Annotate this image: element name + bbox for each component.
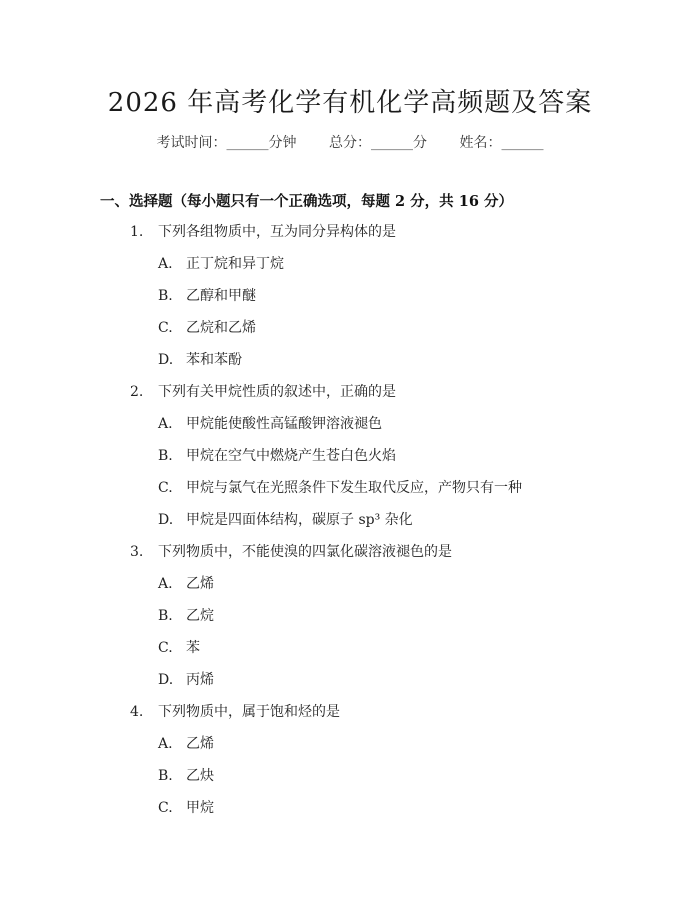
- option-label: B.: [158, 448, 173, 464]
- question-stem: [130, 542, 452, 562]
- option-item: [158, 670, 214, 690]
- option-label: C.: [158, 320, 173, 336]
- name-field: 姓名：______: [459, 135, 544, 151]
- option-item: [158, 478, 522, 498]
- option-text: 乙烷: [186, 608, 214, 624]
- option-label: A.: [158, 416, 173, 432]
- option-text: 乙烷和乙烯: [186, 320, 256, 336]
- option-item: [158, 350, 242, 370]
- question-number: 4.: [130, 704, 144, 720]
- option-label: C.: [158, 640, 173, 656]
- option-text: 苯: [186, 640, 200, 656]
- option-label: A.: [158, 736, 173, 752]
- option-label: C.: [158, 480, 173, 496]
- exam-time-field: 考试时间：______分钟: [156, 135, 297, 151]
- total-score-field: 总分：______分: [329, 135, 427, 151]
- question-number: 2.: [130, 384, 144, 400]
- option-text: 甲烷: [186, 800, 214, 816]
- option-text: 苯和苯酚: [186, 352, 242, 368]
- option-text: 甲烷能使酸性高锰酸钾溶液褪色: [186, 416, 382, 432]
- option-item: [158, 414, 382, 434]
- option-item: [158, 766, 214, 786]
- option-item: [158, 254, 284, 274]
- option-label: D.: [158, 352, 174, 368]
- question-stem: [130, 382, 396, 402]
- option-label: B.: [158, 768, 173, 784]
- option-text: 乙烯: [186, 576, 214, 592]
- option-item: [158, 510, 413, 530]
- question-stem: [130, 702, 340, 722]
- option-item: [158, 606, 214, 626]
- option-text: 甲烷在空气中燃烧产生苍白色火焰: [186, 448, 396, 464]
- option-text: 乙烯: [186, 736, 214, 752]
- question-text: 下列各组物质中，互为同分异构体的是: [158, 224, 396, 240]
- option-label: A.: [158, 256, 173, 272]
- option-label: C.: [158, 800, 173, 816]
- option-item: [158, 446, 396, 466]
- question-text: 下列有关甲烷性质的叙述中，正确的是: [158, 384, 396, 400]
- option-item: [158, 638, 200, 658]
- option-label: B.: [158, 608, 173, 624]
- option-text: 丙烯: [186, 672, 214, 688]
- option-item: [158, 798, 214, 818]
- option-item: [158, 318, 256, 338]
- option-item: [158, 574, 214, 594]
- question-number: 1.: [130, 224, 144, 240]
- option-label: A.: [158, 576, 173, 592]
- document-title: 2026 年高考化学有机化学高频题及答案: [107, 88, 593, 118]
- option-text: 甲烷与氯气在光照条件下发生取代反应，产物只有一种: [186, 480, 522, 496]
- option-label: D.: [158, 512, 174, 528]
- question-number: 3.: [130, 544, 144, 560]
- question-text: 下列物质中，不能使溴的四氯化碳溶液褪色的是: [158, 544, 452, 560]
- question-text: 下列物质中，属于饱和烃的是: [158, 704, 340, 720]
- question-stem: [130, 222, 396, 242]
- exam-meta: [0, 132, 700, 152]
- option-label: B.: [158, 288, 173, 304]
- option-text: 乙炔: [186, 768, 214, 784]
- option-item: [158, 734, 214, 754]
- option-label: D.: [158, 672, 174, 688]
- option-item: [158, 286, 256, 306]
- option-text: 乙醇和甲醚: [186, 288, 256, 304]
- section-header: 一、选择题（每小题只有一个正确选项，每题 2 分，共 16 分）: [100, 193, 513, 210]
- option-text: 正丁烷和异丁烷: [186, 256, 284, 272]
- option-text: 甲烷是四面体结构，碳原子 sp³ 杂化: [186, 512, 413, 528]
